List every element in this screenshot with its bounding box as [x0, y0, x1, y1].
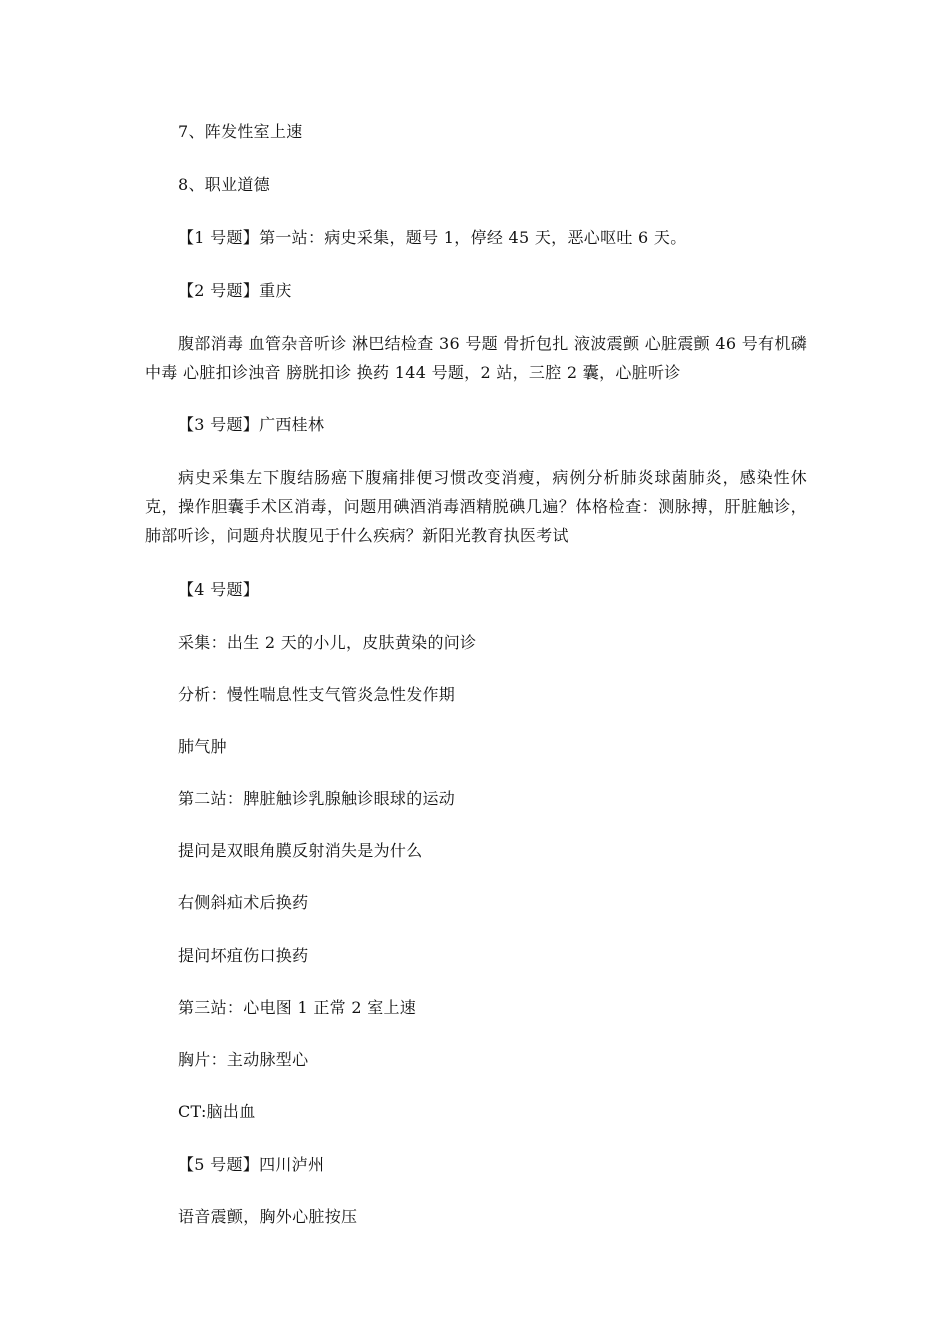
- question-4-line-station-2: 第二站：脾脏触诊乳腺触诊眼球的运动: [178, 789, 456, 808]
- question-4-line-gangrene: 提问坏疽伤口换药: [178, 946, 309, 965]
- question-4-line-chest-film: 胸片：主动脉型心: [178, 1050, 309, 1069]
- list-item-8: 8、职业道德: [178, 175, 270, 194]
- question-3-heading: 【3 号题】广西桂林: [178, 415, 325, 434]
- question-4-line-question-reflex: 提问是双眼角膜反射消失是为什么: [178, 841, 423, 860]
- question-4-line-hernia: 右侧斜疝术后换药: [178, 893, 309, 912]
- question-4-line-collection: 采集：出生 2 天的小儿，皮肤黄染的问诊: [178, 633, 477, 652]
- question-1: 【1 号题】第一站：病史采集，题号 1，停经 45 天，恶心呕吐 6 天。: [178, 228, 687, 247]
- question-3-body: 病史采集左下腹结肠癌下腹痛排便习惯改变消瘦，病例分析肺炎球菌肺炎，感染性休克，操作胆囊手术区消毒，问题用碘酒消毒酒精脱碘几遍？体格检查：测脉搏，肝脏触诊，肺部听诊，问题舟状腹见于什么疾病？新阳光教育执医考试: [145, 468, 807, 545]
- question-4-line-ct: CT:脑出血: [178, 1102, 256, 1121]
- list-item-7: 7、阵发性室上速: [178, 122, 303, 141]
- question-4-heading: 【4 号题】: [178, 580, 260, 599]
- question-4-line-station-3: 第三站：心电图 1 正常 2 室上速: [178, 998, 417, 1017]
- question-2-body: 腹部消毒 血管杂音听诊 淋巴结检查 36 号题 骨折包扎 液波震颤 心脏震颤 46 号有机磷中毒 心脏扣诊浊音 膀胱扣诊 换药 144 号题，2 站，三腔 2 囊，心脏听诊: [145, 334, 807, 382]
- question-2-heading: 【2 号题】重庆: [178, 281, 292, 300]
- question-5-body: 语音震颤，胸外心脏按压: [178, 1207, 358, 1226]
- question-4-line-analysis: 分析：慢性喘息性支气管炎急性发作期: [178, 685, 456, 704]
- question-5-heading: 【5 号题】四川泸州: [178, 1155, 325, 1174]
- question-4-line-emphysema: 肺气肿: [178, 737, 227, 756]
